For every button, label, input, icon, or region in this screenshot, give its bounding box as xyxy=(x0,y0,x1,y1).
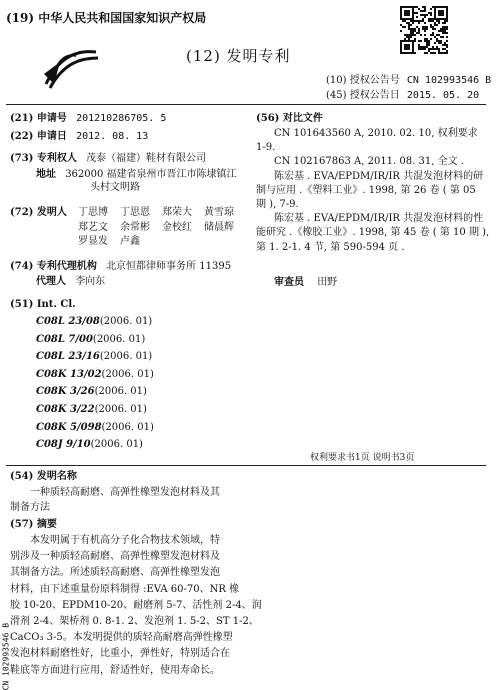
inventor: 丁思恩 xyxy=(120,207,150,218)
header-divider xyxy=(6,104,486,105)
inventor: 郑艺文 xyxy=(78,221,108,233)
agent: 李向东 xyxy=(75,276,106,287)
inventor: 郑荣大 xyxy=(162,207,192,218)
int-cl-label: (51) Int. Cl. xyxy=(10,299,76,310)
inventors-label: (72) 发明人 xyxy=(10,207,67,218)
examiner-row xyxy=(274,276,337,290)
agency-label: (74) 专利代理机构 xyxy=(10,261,97,272)
classification-row: C08L 7/00(2006. 01) xyxy=(36,333,146,345)
patentee-row xyxy=(10,152,206,166)
publication-date-row xyxy=(326,89,479,103)
document-type: (12) 发明专利 xyxy=(186,47,291,65)
classification-row: C08K 3/26(2006. 01) xyxy=(36,386,147,398)
inventor: 金校红 xyxy=(162,221,192,233)
classification-row: C08L 23/08(2006. 01) xyxy=(36,316,153,327)
inventor: 罗显发 xyxy=(78,236,108,247)
abstract-line: 别涉及一种质轻高耐磨、高弹性橡塑发泡材料及 xyxy=(10,551,220,563)
application-date-label: (22) 申请日 xyxy=(10,131,67,142)
agent-label: 代理人 xyxy=(36,276,66,287)
address-label: 地址 xyxy=(36,169,56,180)
address-row xyxy=(36,168,237,182)
abstract-label: (57) 摘要 xyxy=(10,519,57,530)
inventor: 卢鑫 xyxy=(120,236,140,247)
cnipa-logo xyxy=(40,44,100,94)
reference-line: 能研究 .《橡胶工业》. 1998, 第 45 卷 ( 第 10 期 ), xyxy=(256,227,490,239)
classification-row: C08K 5/098(2006. 01) xyxy=(36,421,154,433)
qr-code xyxy=(400,6,448,54)
reference-line: 第 1. 2-1. 4 节, 第 590-594 页 . xyxy=(256,241,405,253)
classification-row: C08L 23/16(2006. 01) xyxy=(36,351,153,363)
publication-number: CN 102993546 B xyxy=(406,75,492,86)
reference-line: CN 102167863 A, 2011. 08. 31, 全文 . xyxy=(274,156,464,168)
inventor: 丁思博 xyxy=(78,207,108,218)
reference-line: 制与应用 .《塑料工业》. 1998, 第 26 卷 ( 第 05 xyxy=(256,184,476,196)
publication-date: 2015. 05. 20 xyxy=(406,90,480,101)
invention-title-label: (54) 发明名称 xyxy=(10,471,77,482)
examiner: 田野 xyxy=(317,277,338,288)
side-publication-number: CN 102993546 B xyxy=(1,622,11,690)
address-line-1: 362000 福建省泉州市晋江市陈埭镇江 xyxy=(65,169,237,180)
reference-line: CN 101643560 A, 2010. 02. 10, 权利要求 xyxy=(274,128,478,139)
reference-line: 1-9. xyxy=(256,142,276,154)
inventor: 余常彬 xyxy=(120,221,150,233)
inventor: 黄雪琼 xyxy=(204,207,234,218)
invention-title-line-1: 一种质轻高耐磨、高弹性橡塑发泡材料及其 xyxy=(30,487,220,498)
abstract-line: 其制备方法。所述质轻高耐磨、高弹性橡塑发泡 xyxy=(10,567,220,579)
abstract-line: 滑剂 2-4、架桥剂 0. 8-1. 2、发泡剂 1. 5-2、ST 1-2、 xyxy=(10,616,259,628)
issuer-line: (19) 中华人民共和国国家知识产权局 xyxy=(6,11,207,25)
invention-title-line-2: 制备方法 xyxy=(10,502,50,513)
section-divider xyxy=(6,465,486,466)
abstract-line: CaCO₃ 3-5。本发明提供的质轻高耐磨高弹性橡塑 xyxy=(10,632,233,644)
application-number-label: (21) 申请号 xyxy=(10,113,67,124)
application-date-row xyxy=(10,130,148,144)
agency-row xyxy=(10,260,231,274)
classification-list xyxy=(36,313,154,454)
examiner-label: 审查员 xyxy=(274,277,304,288)
application-number-row xyxy=(10,112,166,126)
patentee-label: (73) 专利权人 xyxy=(10,153,77,164)
abstract-line: 鞋底等方面进行应用，舒适性好，使用寿命长。 xyxy=(10,664,220,676)
publication-date-label: (45) 授权公告日 xyxy=(326,90,400,101)
classification-row: C08K 13/02(2006. 01) xyxy=(36,368,154,380)
application-date: 2012. 08. 13 xyxy=(76,131,149,142)
publication-number-row xyxy=(326,74,491,88)
agent-row xyxy=(36,275,105,289)
references-label: (56) 对比文件 xyxy=(256,113,323,124)
reference-line: 陈宏基 . EVA/EPDM/IR/IR 共混发泡材料的性 xyxy=(274,213,484,225)
abstract-line: 材料，由下述重量份原料制得 :EVA 60-70、NR 橡 xyxy=(10,583,240,595)
references-list xyxy=(256,127,488,255)
abstract-body xyxy=(10,533,262,679)
inventors-grid xyxy=(78,206,246,249)
publication-number-label: (10) 授权公告号 xyxy=(326,75,400,86)
classification-row: C08J 9/10(2006. 01) xyxy=(36,439,143,451)
page-count-info: 权利要求书1页 说明书3页 xyxy=(310,453,415,463)
inventor: 储晨辉 xyxy=(204,221,234,233)
patentee: 茂泰（福建）鞋材有限公司 xyxy=(86,153,207,164)
reference-line: 陈宏基 . EVA/EPDM/IR/IR 共混发泡材料的研 xyxy=(274,170,484,182)
abstract-line: 发泡材料耐磨性好，比重小，弹性好，特别适合在 xyxy=(10,648,230,660)
application-number: 201210286705. 5 xyxy=(76,113,167,124)
abstract-line: 胶 10-20、EPDM10-20、耐磨剂 5-7、活性剂 2-4、润 xyxy=(10,599,262,611)
classification-row: C08K 3/22(2006. 01) xyxy=(36,403,147,415)
address-line-2: 头村文明路 xyxy=(90,182,140,193)
agency: 北京恒都律师事务所 11395 xyxy=(106,261,232,272)
reference-line: 期 ), 7-9. xyxy=(256,199,299,211)
abstract-line: 本发明属于有机高分子化合物技术领域，特 xyxy=(30,535,220,546)
